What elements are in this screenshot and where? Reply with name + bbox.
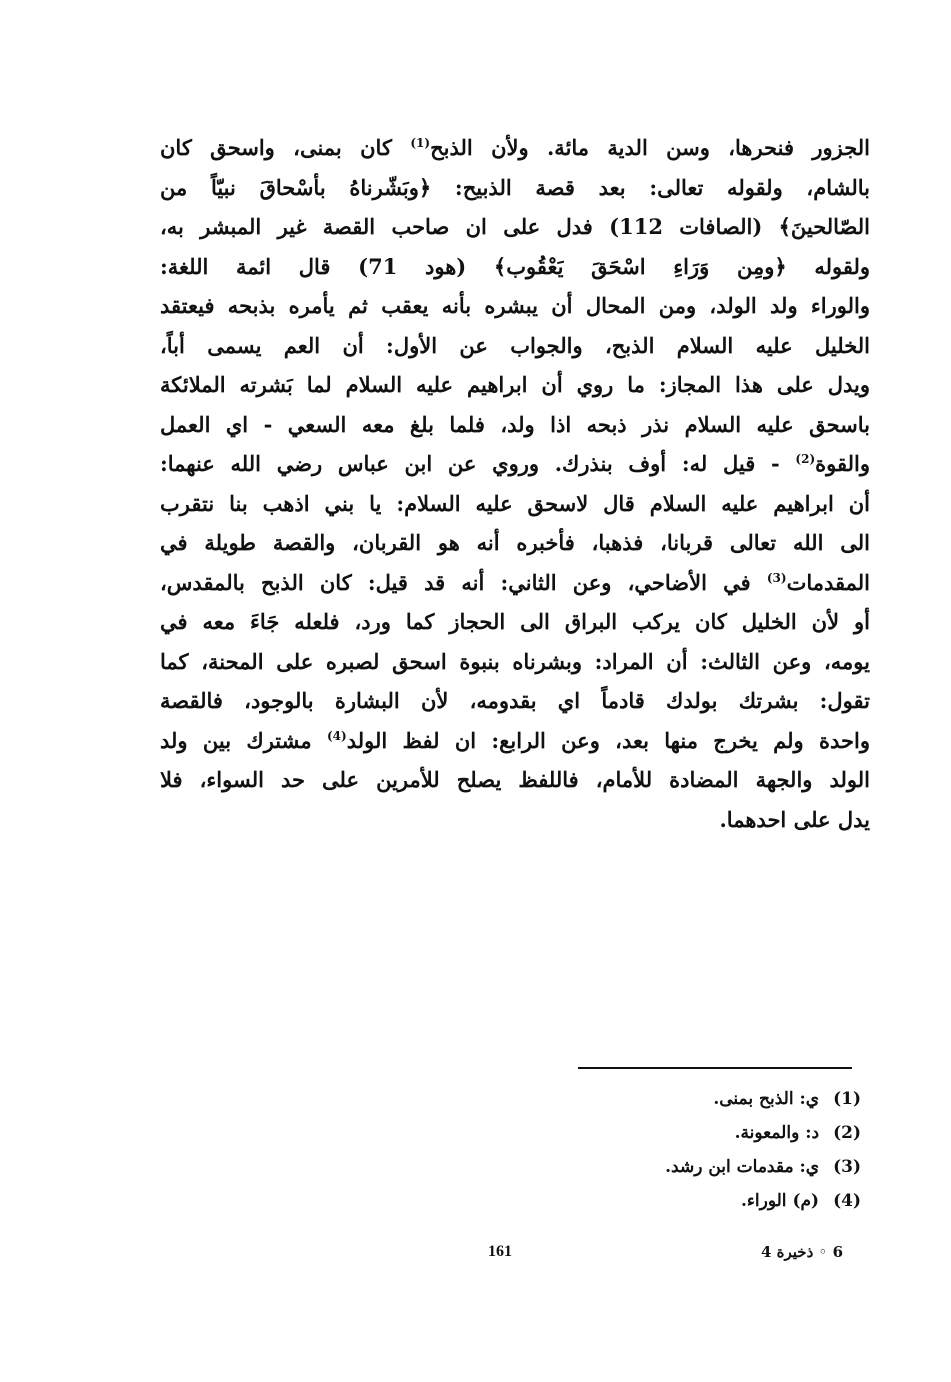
- text-line: ويدل على هذا المجاز: ما روي أن ابراهيم عليه السلام لما بَشرته الملائكة: [160, 372, 870, 397]
- footnote-text: د: والمعونة.: [734, 1123, 820, 1143]
- text-line: الى الله تعالى قربانا، فذهبا، فأخبره أنه هو القربان، والقصة طويلة في: [160, 530, 870, 555]
- footnote-item: [461, 1184, 861, 1218]
- footnote-marker: (2): [795, 452, 816, 466]
- page-footer: [0, 1243, 951, 1273]
- footnote-item: [461, 1150, 861, 1184]
- text-segment: الجزور فنحرها، وسن الدية مائة. ولأن الذبح: [430, 135, 870, 160]
- text-segment: - قيل له: أوف بنذرك. وروي عن ابن عباس رضي الله عنهما:: [160, 451, 780, 476]
- text-line: [160, 563, 870, 603]
- page-number: 161: [488, 1243, 512, 1260]
- footnote-marker: (1): [410, 136, 431, 150]
- text-line: يومه، وعن الثالث: أن المراد: وبشرناه بنبوة اسحق لصبره على المحنة، كما: [160, 648, 870, 674]
- footnote-marker: (3): [766, 570, 787, 585]
- text-segment: في الأضاحي، وعن الثاني: أنه قد قيل: كان الذبح بالمقدس،: [160, 569, 751, 595]
- footnote-item: [461, 1082, 861, 1116]
- footnote-number: (1): [833, 1089, 861, 1109]
- text-line: الصّالحينَ﴾ (الصافات 112) فدل على ان صاحب القصة غير المبشر به،: [160, 214, 870, 239]
- footnote-text: ي: مقدمات ابن رشد.: [665, 1157, 820, 1177]
- footnote-marker: (4): [326, 728, 347, 743]
- text-line: باسحق عليه السلام نذر ذبحه اذا ولد، فلما بلغ معه السعي - اي العمل: [160, 411, 870, 437]
- text-segment: مشترك بين ولد: [160, 727, 312, 753]
- text-segment: واحدة ولم يخرج منها بعد، وعن الرابع: ان لفظ الولد: [346, 727, 870, 753]
- footnotes: [461, 1082, 861, 1218]
- text-line: تقول: بشرتك بولدك قادماً اي بقدومه، لأن البشارة بالوجود، فالقصة: [160, 688, 870, 713]
- text-line: أو لأن الخليل كان يركب البراق الى الحجاز كما ورد، فلعله جَاءَ معه في: [160, 609, 870, 634]
- footnote-text: ي: الذبح بمنى.: [713, 1089, 820, 1109]
- footnote-item: [461, 1116, 861, 1150]
- text-line: الخليل عليه السلام الذبح، والجواب عن الأول: أن العم يسمى أباً،: [160, 332, 870, 358]
- footnote-number: (2): [833, 1123, 861, 1143]
- text-line: الولد والجهة المضادة للأمام، فاللفظ يصلح للأمرين على حد السواء، فلا: [160, 767, 870, 792]
- text-line: والوراء ولد الولد، ومن المحال أن يبشره بأنه يعقب ثم يأمره بذبحه فيعتقد: [160, 293, 870, 318]
- footnote-divider: [578, 1067, 852, 1069]
- text-line: ولقوله ﴿ومِن وَرَاءِ اسْحَقَ يَعْقُوب﴾ (هود 71) قال ائمة اللغة:: [160, 253, 870, 279]
- text-line: [160, 721, 870, 761]
- text-line: [160, 128, 870, 168]
- text-line: بالشام، ولقوله تعالى: بعد قصة الذبيح: ﴿وبَشّرناهُ بأسْحاقَ نبيّاً من: [160, 174, 870, 200]
- text-segment: المقدمات: [786, 569, 870, 595]
- text-line: [160, 444, 870, 484]
- body-text: [160, 128, 870, 839]
- signature-mark: 6 ◦ ذخيرة 4: [760, 1243, 843, 1261]
- text-line: يدل على احدهما.: [719, 806, 870, 832]
- footnote-number: (4): [833, 1191, 861, 1211]
- text-segment: والقوة: [815, 451, 870, 476]
- text-segment: كان بمنى، واسحق كان: [160, 135, 392, 160]
- text-line: أن ابراهيم عليه السلام قال لاسحق عليه السلام: يا بني اذهب بنا نتقرب: [160, 490, 870, 516]
- footnote-number: (3): [833, 1157, 861, 1177]
- footnote-text: (م) الوراء.: [741, 1191, 820, 1211]
